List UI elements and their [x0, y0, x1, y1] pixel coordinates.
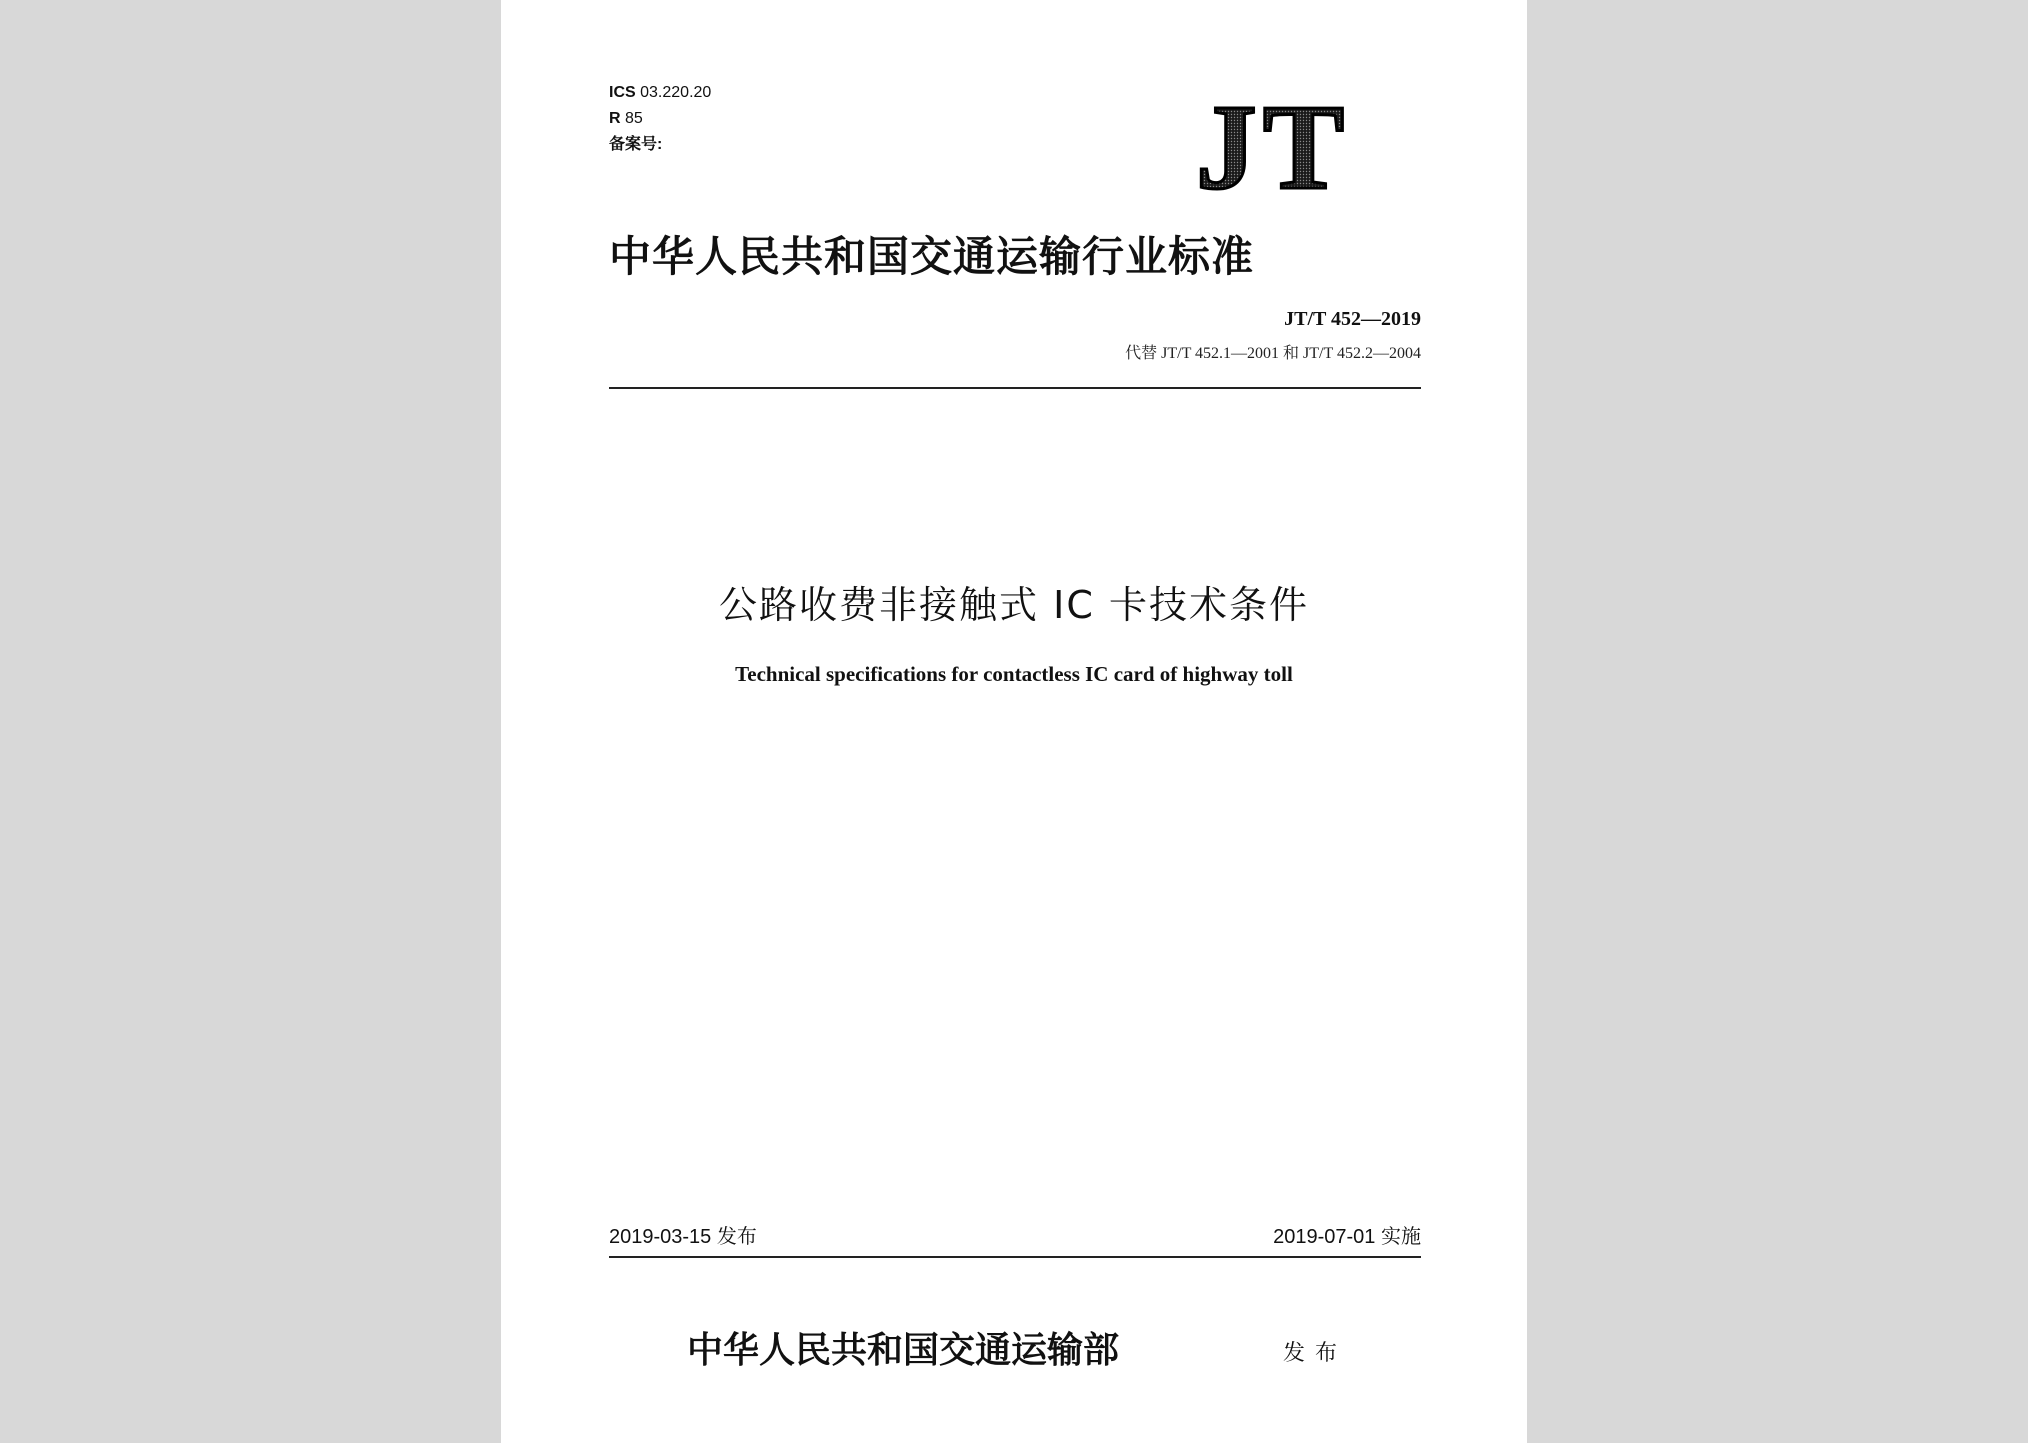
ics-line: [609, 80, 711, 106]
publisher-name: 中华人民共和国交通运输部: [687, 1329, 1120, 1371]
record-label: 备案号:: [609, 136, 663, 153]
standard-number: JT/T 452—2019: [1284, 308, 1421, 330]
ics-label: ICS: [609, 84, 636, 101]
jt-logo: [1173, 92, 1375, 196]
document-page: [501, 0, 1527, 1443]
replaces-note: 代替 JT/T 452.1—2001 和 JT/T 452.2—2004: [1125, 345, 1421, 362]
bottom-divider: [609, 1256, 1421, 1258]
class-label: R: [609, 110, 621, 127]
classification-block: [609, 80, 711, 158]
implementation-date: 2019-07-01 实施: [1273, 1226, 1421, 1248]
ics-value: 03.220.20: [640, 84, 712, 101]
document-title-chinese: 公路收费非接触式 IC 卡技术条件: [719, 583, 1309, 627]
class-value: 85: [625, 110, 643, 127]
document-title-english: Technical specifications for contactless IC card of highway toll: [735, 662, 1293, 686]
issue-date: 2019-03-15 发布: [609, 1226, 757, 1248]
logo-text: JT: [1195, 92, 1351, 196]
record-line: [609, 132, 711, 158]
publish-label: 发布: [1283, 1341, 1348, 1366]
top-divider: [609, 387, 1421, 389]
industry-standard-title: 中华人民共和国交通运输行业标准: [609, 232, 1255, 281]
class-line: [609, 106, 711, 132]
